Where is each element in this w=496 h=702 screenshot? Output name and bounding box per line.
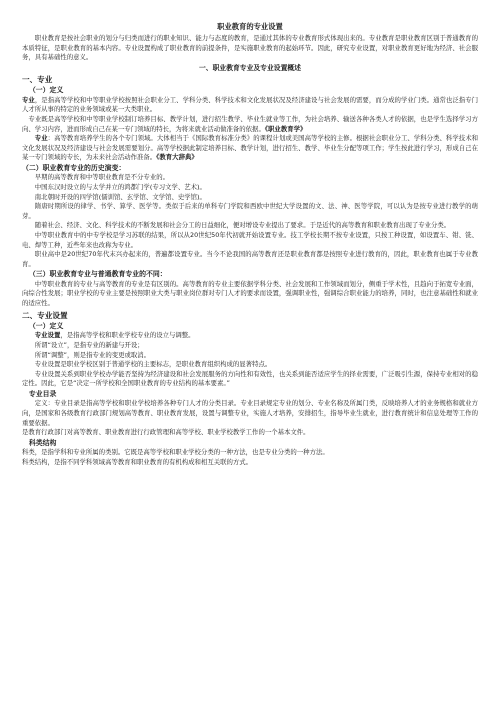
heading-discipline-structure: 科类结构: [28, 438, 57, 447]
paragraph-discipline-category: 科类，是指学科和专业所属的类别。它既是高等学校和职业学校分类的一种方法，也是专业分类的一种方法。: [22, 448, 329, 457]
paragraph-mark: 专业设置是职业学校区别于普通学校的主要标志，是职业教育组织构成的显著特点。: [34, 360, 272, 369]
history-item-3: 南北朝时开设的四学馆(儒训馆、玄学馆、文学馆、史学馆)。: [34, 192, 206, 201]
history-item-7: 职业高中是20世纪70年代末兴办起来的，普遍都设置专业。当今不论我国的高等教育还是职业教育都是按照专业进行教育的，因此，职业教育也属于专业教育。: [22, 250, 478, 268]
paragraph-major-basis: 专业既是高等学校和中等职业学校制订培养目标、教学计划，进行招生教学、毕业生就业等工作，为社会培养、输送各种各类人才的依据，也是学生选择学习方向、学习内容，进而形成自己在某一专门领域的特长，为将来就业活动做准备的依据。《职业教育学》: [22, 114, 478, 133]
heading-definition-1: （一）定义: [28, 86, 64, 95]
heading-major-setting: 二、专业设置: [22, 310, 68, 320]
history-item-1: 早期的高等教育和中等职业教育是不分专业的。: [34, 173, 169, 182]
paragraph-setting-definition: 专业设置，是指高等学校和职业学校专业的设立与调整。: [34, 331, 195, 340]
paragraph-adjust: 所谓“调整”，则是指专业的变更或取消。: [34, 350, 151, 359]
heading-major: 一、专业: [22, 74, 53, 84]
history-item-6: 中等职业教育中的中专学校是学习苏联的结果，所以从20世纪50年代初就开始设置专业。技工学校长期不按专业设置，只按工种设置，如设置车、钳、铣、电、焊等工种，近些年来也改称为专业。: [22, 230, 478, 249]
history-item-5: 随着社会、经济、文化、科学技术的不断发展和社会分工的日益细化，便对增设专业提出了要求。于是近代的高等教育和职业教育出现了专业分类。: [34, 221, 451, 230]
heading-definition-2: （一）定义: [28, 322, 64, 330]
citation-education-dictionary: 《教育大辞典》: [156, 153, 198, 162]
heading-catalog: 专业目录: [28, 390, 57, 399]
paragraph-difference: 中等职业教育的专业与高等教育的专业是有区别的。高等教育的专业主要依据学科分类、社会发展和工作领域而划分，侧重于学术性，且趋向于拓宽专业面，向综合性发展；职业学校的专业主要是按照职业大类与职业岗位群对专门人才的要求而设置，强调职业性，强调综合职业能力的培养，同时，也注意基础性和就业的适应性。: [22, 279, 478, 307]
paragraph-catalog-document: 是教育行政部门对高等教育、职业教育进行行政管理和高等学校、职业学校教学工作的一个基本文件。: [22, 428, 310, 437]
history-item-4: 隋唐时期所设的律学、书学、算学、医学等。类似于后来的单科专门学院和西欧中世纪大学设置的文、法、神、医等学院，可以认为是按专业进行教学的萌芽。: [22, 202, 478, 220]
term-major: 专业: [22, 95, 35, 104]
heading-difference: （三）职业教育专业与普通教育专业的不同：: [28, 270, 167, 279]
section-heading-overview: 一、职业教育专业及专业设置概述: [199, 63, 301, 72]
term-major-setting: 专业设置: [34, 331, 61, 340]
paragraph-major-dictionary: 专业：高等教育培养学生的各个专门领域。大体相当于《国际教育标准分类》的课程计划或美国高等学校的主修。根据社会职业分工、学科分类、科学技术和文化发展状况及经济建设与社会发展需要划分。高等学校据此制定培养目标、教学计划，进行招生、教学、毕业生分配等项工作；学生按此进行学习，形成自己在某一专门领域的专长，为未来社会活动作准备。《教育大辞典》: [22, 134, 479, 162]
paragraph-catalog-definition: 定义：专业目录是指高等学校和职业学校培养各种专门人才的分类目录。专业目录规定专业的划分、专业名称及所属门类，反映培养人才的业务规格和就业方向，是国家和各级教育行政部门规划高等教育、职业教育发展，设置与调整专业，实施人才培养，安排招生，指导毕业生就业，进行教育统计和信息处理等工作的重要依据。: [22, 399, 478, 427]
term-major-2: 专业: [34, 134, 48, 143]
document-title: 职业教育的专业设置: [217, 22, 283, 31]
paragraph-establish: 所谓“设立”，是指专业的新建与开设；: [34, 340, 144, 349]
paragraph-major-definition: 专业，是指高等学校和中等职业学校按照社会职业分工、学科分类、科学技术和文化发展状况及经济建设与社会发展的需要，而分成的学业门类。通常也泛指专门人才所从事的特定的业务领域或某一大类职业。: [22, 95, 479, 114]
citation-vocational-education: 《职业教育学》: [264, 124, 307, 133]
heading-history: （二）职业教育专业的历史演变：: [22, 163, 126, 172]
paragraph-discipline-structure: 科类结构，是指不同学科领域高等教育和职业教育的有机构成和相互关联的方式。: [22, 457, 253, 466]
intro-paragraph: 职业教育是按社会职业的划分与归类而进行的职业知识、能力与态度的教育，是通过其体的专业教育形式体现出来的。专业教育是职业教育区别于普通教育的本质特征，是职业教育的基本内容。专业设置构成了职业教育的前提条件，是实施职业教育的起始环节。因此，研究专业设置，对职业教育更好地为经济、社会服务，具有基础性的意义。: [22, 33, 478, 62]
paragraph-significance: 专业设置关系到职业学校办学能否坚持为经济建设和社会发展服务的方向性和有效性，也关系到能否适应学生的择业需要，广泛吸引生源，保持专业相对的稳定性。因此，它是“决定一所学校和全国职业教育的专业结构的基本要素。”: [22, 369, 478, 388]
history-item-2: 中国东汉时设立的与太学并立的鸿都门学(专习文学、艺术)。: [34, 182, 206, 191]
